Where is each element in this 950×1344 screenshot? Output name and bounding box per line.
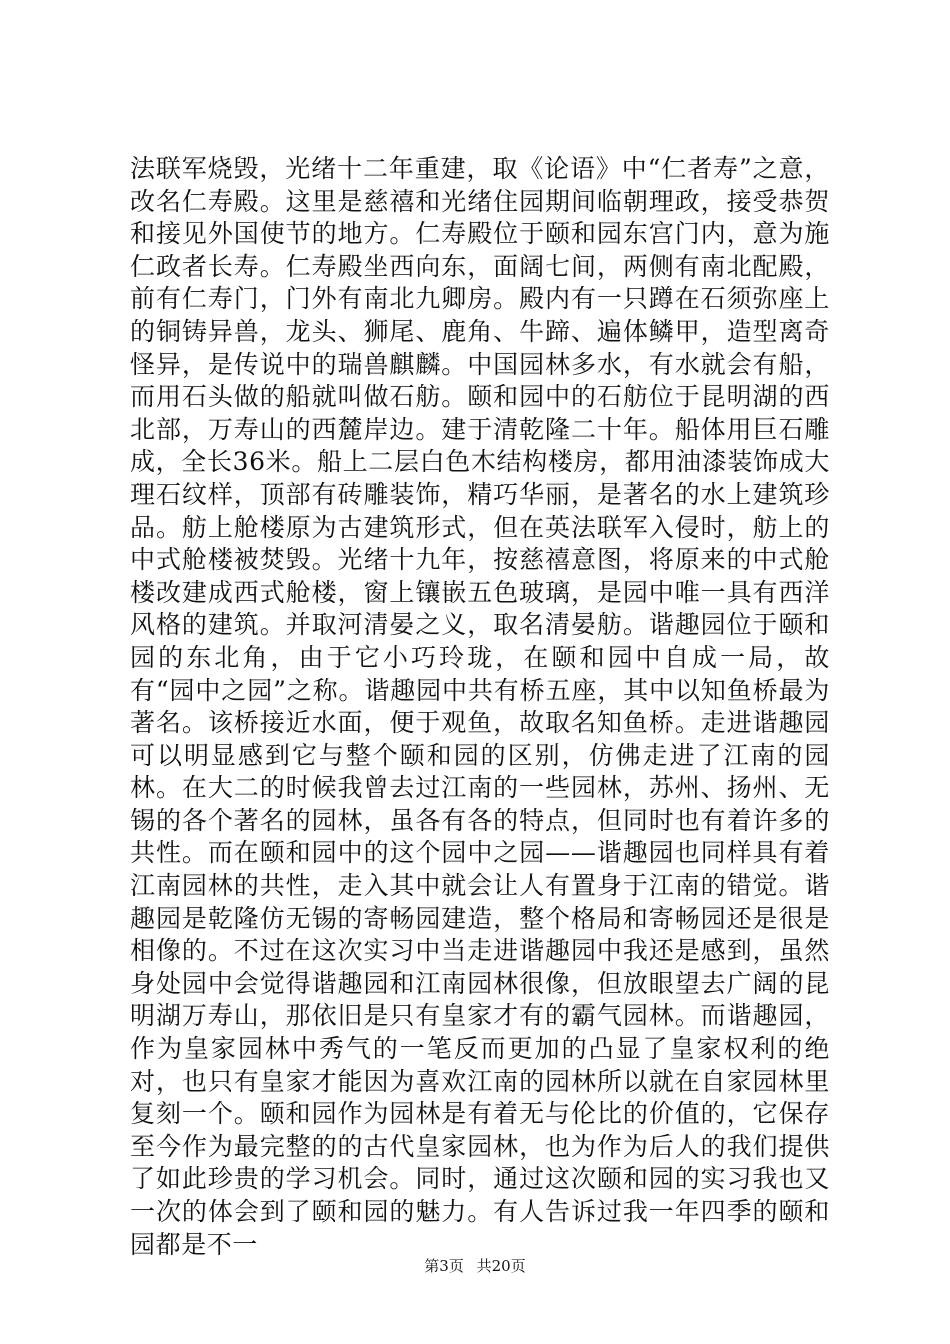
page-footer (0, 1255, 950, 1276)
body-paragraph: 法联军烧毁，光绪十二年重建，取《论语》中“仁者寿”之意，改名仁寿殿。这里是慈禧和光绪住园期间临朝理政，接受恭贺和接见外国使节的地方。仁寿殿位于颐和园东宫门内，意为施仁政者长寿。仁寿殿坐西向东，面阔七间，两侧有南北配殿，前有仁寿门，门外有南北九卿房。殿内有一只蹲在石须弥座上的铜铸异兽，龙头、狮尾、鹿角、牛蹄、遍体鳞甲，造型离奇怪异，是传说中的瑞兽麒麟。中国园林多水，有水就会有船，而用石头做的船就叫做石舫。颐和园中的石舫位于昆明湖的西北部，万寿山的西麓岸边。建于清乾隆二十年。船体用巨石雕成，全长36米。船上二层白色木结构楼房，都用油漆装饰成大理石纹样，顶部有砖雕装饰，精巧华丽，是著名的水上建筑珍品。舫上舱楼原为古建筑形式，但在英法联军入侵时，舫上的中式舱楼被焚毁。光绪十九年，按慈禧意图，将原来的中式舱楼改建成西式舱楼，窗上镶嵌五色玻璃，是园中唯一具有西洋风格的建筑。并取河清晏之义，取名清晏舫。谐趣园位于颐和园的东北角，由于它小巧玲珑，在颐和园中自成一局，故有“园中之园”之称。谐趣园中共有桥五座，其中以知鱼桥最为著名。该桥接近水面，便于观鱼，故取名知鱼桥。走进谐趣园可以明显感到它与整个颐和园的区别，仿佛走进了江南的园林。在大二的时候我曾去过江南的一些园林，苏州、扬州、无锡的各个著名的园林，虽各有各的特点，但同时也有着许多的共性。而在颐和园中的这个园中之园——谐趣园也同样具有着江南园林的共性，走入其中就会让人有置身于江南的错觉。谐趣园是乾隆仿无锡的寄畅园建造，整个格局和寄畅园还是很是相像的。不过在这次实习中当走进谐趣园中我还是感到，虽然身处园中会觉得谐趣园和江南园林很像，但放眼望去广阔的昆明湖万寿山，那依旧是只有皇家才有的霸气园林。而谐趣园，作为皇家园林中秀气的一笔反而更加的凸显了皇家权利的绝对，也只有皇家才能因为喜欢江南的园林所以就在自家园林里复刻一个。颐和园作为园林是有着无与伦比的价值的，它保存至今作为最完整的的古代皇家园林，也为作为后人的我们提供了如此珍贵的学习机会。同时，通过这次颐和园的实习我也又一次的体会到了颐和园的魅力。有人告诉过我一年四季的颐和园都是不一 (130, 154, 830, 1259)
page-number: 第3页 (424, 1257, 464, 1275)
page-total: 共20页 (476, 1257, 526, 1275)
